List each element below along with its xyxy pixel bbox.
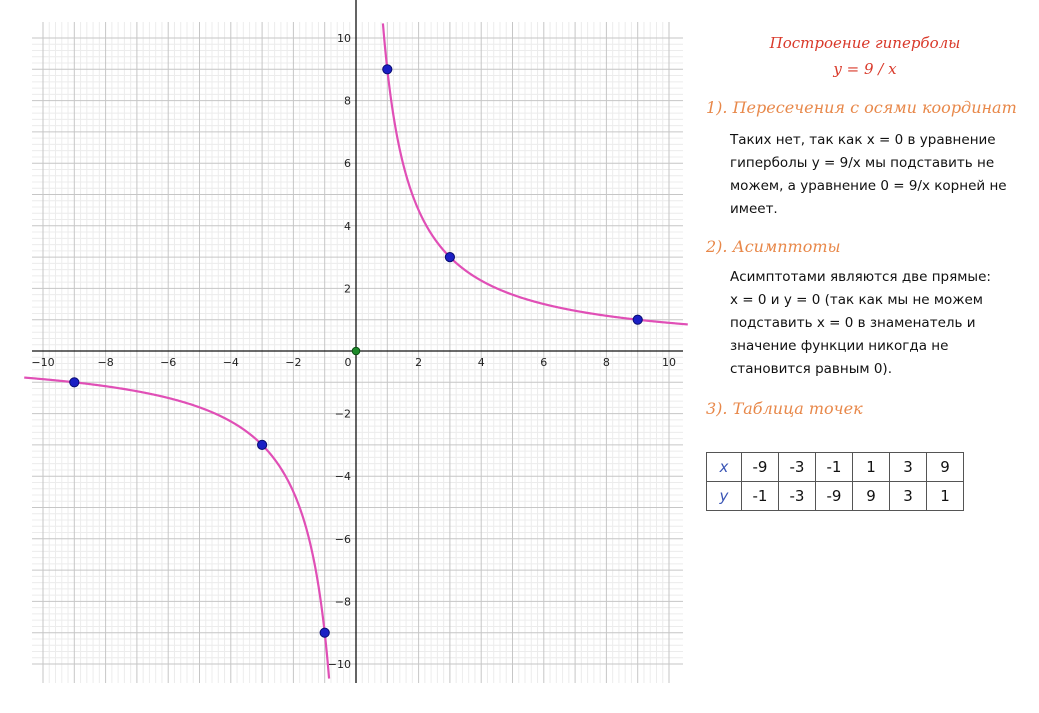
table-cell: -3 [779,453,816,482]
x-tick-label: 4 [477,356,485,369]
section2-heading: 2). Асимптоты [706,237,841,256]
x-tick-labels [31,356,676,369]
y-tick-label: 10 [337,32,351,45]
section2-text [730,266,1030,381]
table-cell: 3 [890,482,927,511]
table-cell: -1 [742,482,779,511]
x-tick-label: 0 [344,356,352,369]
x-tick-label: 2 [415,356,423,369]
y-tick-label: 8 [344,94,351,108]
table-cell: -3 [779,482,816,511]
section1-line: можем, а уравнение 0 = 9/x корней не [730,178,1007,194]
explanation-panel [700,0,1039,713]
hyperbola-branch-left [24,378,329,679]
origin-point [352,347,360,355]
table-cell: -9 [742,453,779,482]
x-tick-label: −6 [160,356,177,369]
section1-line: гиперболы y = 9/x мы подставить не [730,155,995,171]
section1-heading: 1). Пересечения с осями координат [706,98,1017,117]
table-row-y [707,482,964,511]
table-cell: 9 [927,453,964,482]
x-tick-label: −8 [97,356,114,369]
table-cell: 9 [853,482,890,511]
x-tick-label: 8 [602,356,610,369]
table-cell: 1 [927,482,964,511]
section2-line: Асимптотами являются две прямые: [730,269,991,285]
y-tick-label: −2 [334,407,351,421]
axes [32,0,683,683]
data-point [320,628,329,637]
section1-line: имеет. [730,201,778,217]
data-point [70,378,79,387]
y-tick-label: −10 [327,658,351,671]
x-tick-label: −4 [222,356,239,369]
x-tick-label: 6 [540,356,548,369]
table-cell-label: x [707,453,742,482]
panel-equation: y = 9 / x [833,60,897,78]
table-row-x [707,453,964,482]
data-point [258,440,267,449]
y-tick-label: −8 [334,595,351,609]
table-cell: -1 [816,453,853,482]
y-tick-label: −4 [334,470,351,484]
panel-title: Построение гиперболы [769,34,961,52]
table-cell-label: y [707,482,742,511]
y-tick-label: 4 [344,219,351,233]
section2-line: значение функции никогда не [730,338,949,354]
y-tick-label: −6 [334,532,351,546]
section1-line: Таких нет, так как x = 0 в уравнение [730,132,996,148]
points-table [706,452,964,511]
table-cell: 3 [890,453,927,482]
hyperbola-branch-right [383,23,688,324]
table-cell: -9 [816,482,853,511]
x-tick-label: −2 [285,356,302,369]
data-point [383,65,392,74]
y-tick-label: 6 [344,157,351,171]
data-point [445,253,454,262]
data-point [633,315,642,324]
section2-line: x = 0 и y = 0 (так как мы не можем [730,292,983,308]
section3-heading: 3). Таблица точек [706,399,863,418]
x-tick-label: −10 [31,356,55,369]
section2-line: становится равным 0). [730,361,892,377]
table-cell: 1 [853,453,890,482]
y-tick-label: 2 [344,282,351,296]
section2-line: подставить x = 0 в знаменатель и [730,315,976,331]
section1-text [730,129,1030,221]
x-tick-label: 10 [662,356,676,369]
